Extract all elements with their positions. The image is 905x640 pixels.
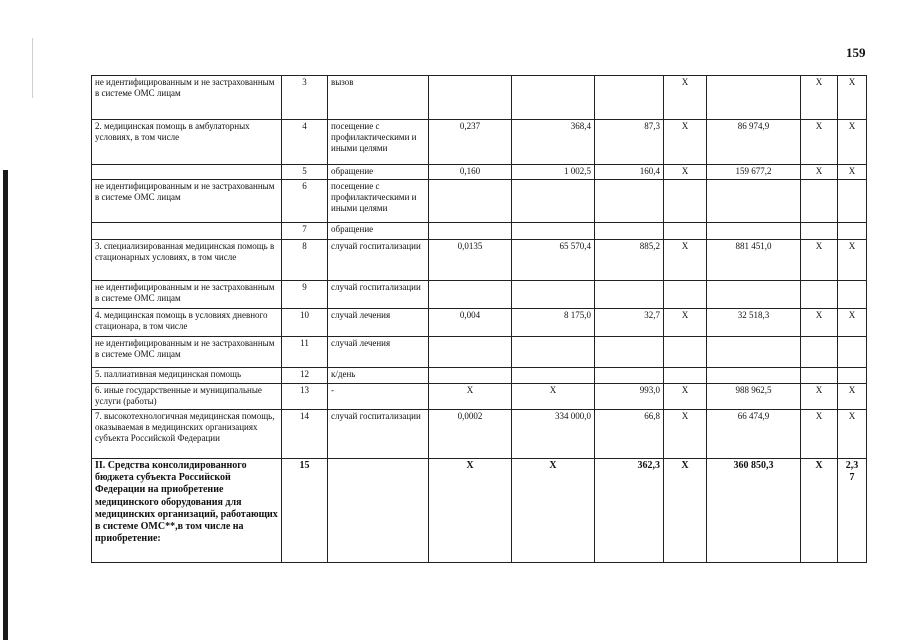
table-row [92, 180, 867, 223]
cell: Х [838, 410, 867, 459]
table-row [92, 223, 867, 240]
cell: Х [429, 384, 512, 410]
cell: 65 570,4 [512, 240, 595, 281]
cell: 0,0135 [429, 240, 512, 281]
cell: 988 962,5 [707, 384, 801, 410]
cell: 2,3 7 [838, 459, 867, 563]
row-number: 7 [282, 223, 328, 240]
cell [838, 281, 867, 309]
cell [664, 180, 707, 223]
cell: Х [664, 120, 707, 165]
row-number: 12 [282, 368, 328, 384]
row-name [92, 223, 282, 240]
table-row [92, 309, 867, 337]
cell: 0,237 [429, 120, 512, 165]
row-number: 15 [282, 459, 328, 563]
cell: 885,2 [595, 240, 664, 281]
cell: 368,4 [512, 120, 595, 165]
cell [512, 76, 595, 120]
cell: 32,7 [595, 309, 664, 337]
cell: 0,160 [429, 165, 512, 180]
row-unit: вызов [328, 76, 429, 120]
row-unit: к/день [328, 368, 429, 384]
cell [707, 180, 801, 223]
row-number: 6 [282, 180, 328, 223]
cell: Х [801, 165, 838, 180]
cell: 86 974,9 [707, 120, 801, 165]
row-unit: обращение [328, 223, 429, 240]
table-row [92, 165, 867, 180]
cell: Х [838, 384, 867, 410]
cell [664, 223, 707, 240]
cell: Х [801, 309, 838, 337]
cell: 334 000,0 [512, 410, 595, 459]
row-number: 11 [282, 337, 328, 368]
cell [595, 180, 664, 223]
cell: Х [664, 309, 707, 337]
row-name: не идентифицированным и не застрахованным в системе ОМС лицам [92, 180, 282, 223]
cell: 360 850,3 [707, 459, 801, 563]
cell: Х [664, 410, 707, 459]
cell: 87,3 [595, 120, 664, 165]
scan-edge-mark [3, 170, 8, 640]
cell [429, 281, 512, 309]
cell [801, 180, 838, 223]
cell [429, 180, 512, 223]
cell [707, 76, 801, 120]
cell: Х [838, 76, 867, 120]
cell [801, 337, 838, 368]
row-unit: случай госпитализации [328, 240, 429, 281]
cell: Х [429, 459, 512, 563]
cell: Х [512, 459, 595, 563]
row-number: 13 [282, 384, 328, 410]
row-name: 4. медицинская помощь в условиях дневного стационара, в том числе [92, 309, 282, 337]
row-name: не идентифицированным и не застрахованным в системе ОМС лицам [92, 76, 282, 120]
table-row [92, 337, 867, 368]
row-number: 3 [282, 76, 328, 120]
cell [595, 223, 664, 240]
cell: Х [801, 459, 838, 563]
cell: Х [801, 384, 838, 410]
row-number: 10 [282, 309, 328, 337]
cell [512, 281, 595, 309]
scan-edge-line [32, 38, 33, 98]
cell: 66,8 [595, 410, 664, 459]
cell: Х [664, 459, 707, 563]
cell [707, 368, 801, 384]
row-number: 14 [282, 410, 328, 459]
cell [512, 337, 595, 368]
cell [801, 281, 838, 309]
cell: Х [664, 76, 707, 120]
cell: Х [664, 240, 707, 281]
table-row [92, 368, 867, 384]
cell [838, 180, 867, 223]
cell [707, 281, 801, 309]
cell: 8 175,0 [512, 309, 595, 337]
cell [595, 76, 664, 120]
page-number: 159 [846, 45, 866, 60]
cell: Х [838, 120, 867, 165]
cell [429, 76, 512, 120]
cell: Х [801, 240, 838, 281]
row-name: 3. специализированная медицинская помощь в стационарных условиях, в том числе [92, 240, 282, 281]
table-row [92, 459, 867, 563]
cell: Х [512, 384, 595, 410]
table-row [92, 384, 867, 410]
cell [838, 337, 867, 368]
row-name [92, 165, 282, 180]
cell: Х [801, 410, 838, 459]
cell: Х [838, 309, 867, 337]
row-unit: обращение [328, 165, 429, 180]
row-name: 5. паллиативная медицинская помощь [92, 368, 282, 384]
cell: 881 451,0 [707, 240, 801, 281]
cell [595, 368, 664, 384]
row-unit: случай госпитализации [328, 410, 429, 459]
cell: 160,4 [595, 165, 664, 180]
cell [838, 368, 867, 384]
cell [801, 368, 838, 384]
table-row [92, 240, 867, 281]
cell [429, 223, 512, 240]
cell: 0,004 [429, 309, 512, 337]
row-unit [328, 459, 429, 563]
row-unit: случай госпитализации [328, 281, 429, 309]
cell [707, 223, 801, 240]
row-name: 6. иные государственные и муниципальные услуги (работы) [92, 384, 282, 410]
row-unit: - [328, 384, 429, 410]
table-row [92, 410, 867, 459]
table-row [92, 120, 867, 165]
cell [838, 223, 867, 240]
cell [595, 281, 664, 309]
row-unit: случай лечения [328, 309, 429, 337]
row-unit: случай лечения [328, 337, 429, 368]
row-number: 9 [282, 281, 328, 309]
cell [512, 180, 595, 223]
cell: 159 677,2 [707, 165, 801, 180]
cell [664, 281, 707, 309]
row-name: 7. высокотехнологичная медицинская помощь, оказываемая в медицинских организациях субъекта Российской Федерации [92, 410, 282, 459]
cell: Х [838, 240, 867, 281]
cell [664, 337, 707, 368]
cell [512, 368, 595, 384]
cell [801, 223, 838, 240]
cell: 993,0 [595, 384, 664, 410]
cell [429, 337, 512, 368]
cell [664, 368, 707, 384]
row-name: II. Средства консолидированного бюджета субъекта Российской Федерации на приобретение медицинского оборудования для медицинских организаций, работающих в системе ОМС**,в том числе на приобретение: [92, 459, 282, 563]
cell: Х [664, 384, 707, 410]
cell [707, 337, 801, 368]
table-row [92, 76, 867, 120]
row-name: не идентифицированным и не застрахованным в системе ОМС лицам [92, 337, 282, 368]
row-unit: посещение с профилактическими и иными целями [328, 180, 429, 223]
cell: 32 518,3 [707, 309, 801, 337]
cell [595, 337, 664, 368]
row-name: 2. медицинская помощь в амбулаторных условиях, в том числе [92, 120, 282, 165]
cell: 362,3 [595, 459, 664, 563]
cell [512, 223, 595, 240]
financing-table [91, 75, 867, 563]
cell: Х [664, 165, 707, 180]
cell: Х [838, 165, 867, 180]
cell: 0,0002 [429, 410, 512, 459]
cell: Х [801, 120, 838, 165]
row-unit: посещение с профилактическими и иными целями [328, 120, 429, 165]
row-number: 8 [282, 240, 328, 281]
cell: 66 474,9 [707, 410, 801, 459]
cell: 1 002,5 [512, 165, 595, 180]
row-number: 4 [282, 120, 328, 165]
cell [429, 368, 512, 384]
row-name: не идентифицированным и не застрахованным в системе ОМС лицам [92, 281, 282, 309]
table-row [92, 281, 867, 309]
cell: Х [801, 76, 838, 120]
row-number: 5 [282, 165, 328, 180]
